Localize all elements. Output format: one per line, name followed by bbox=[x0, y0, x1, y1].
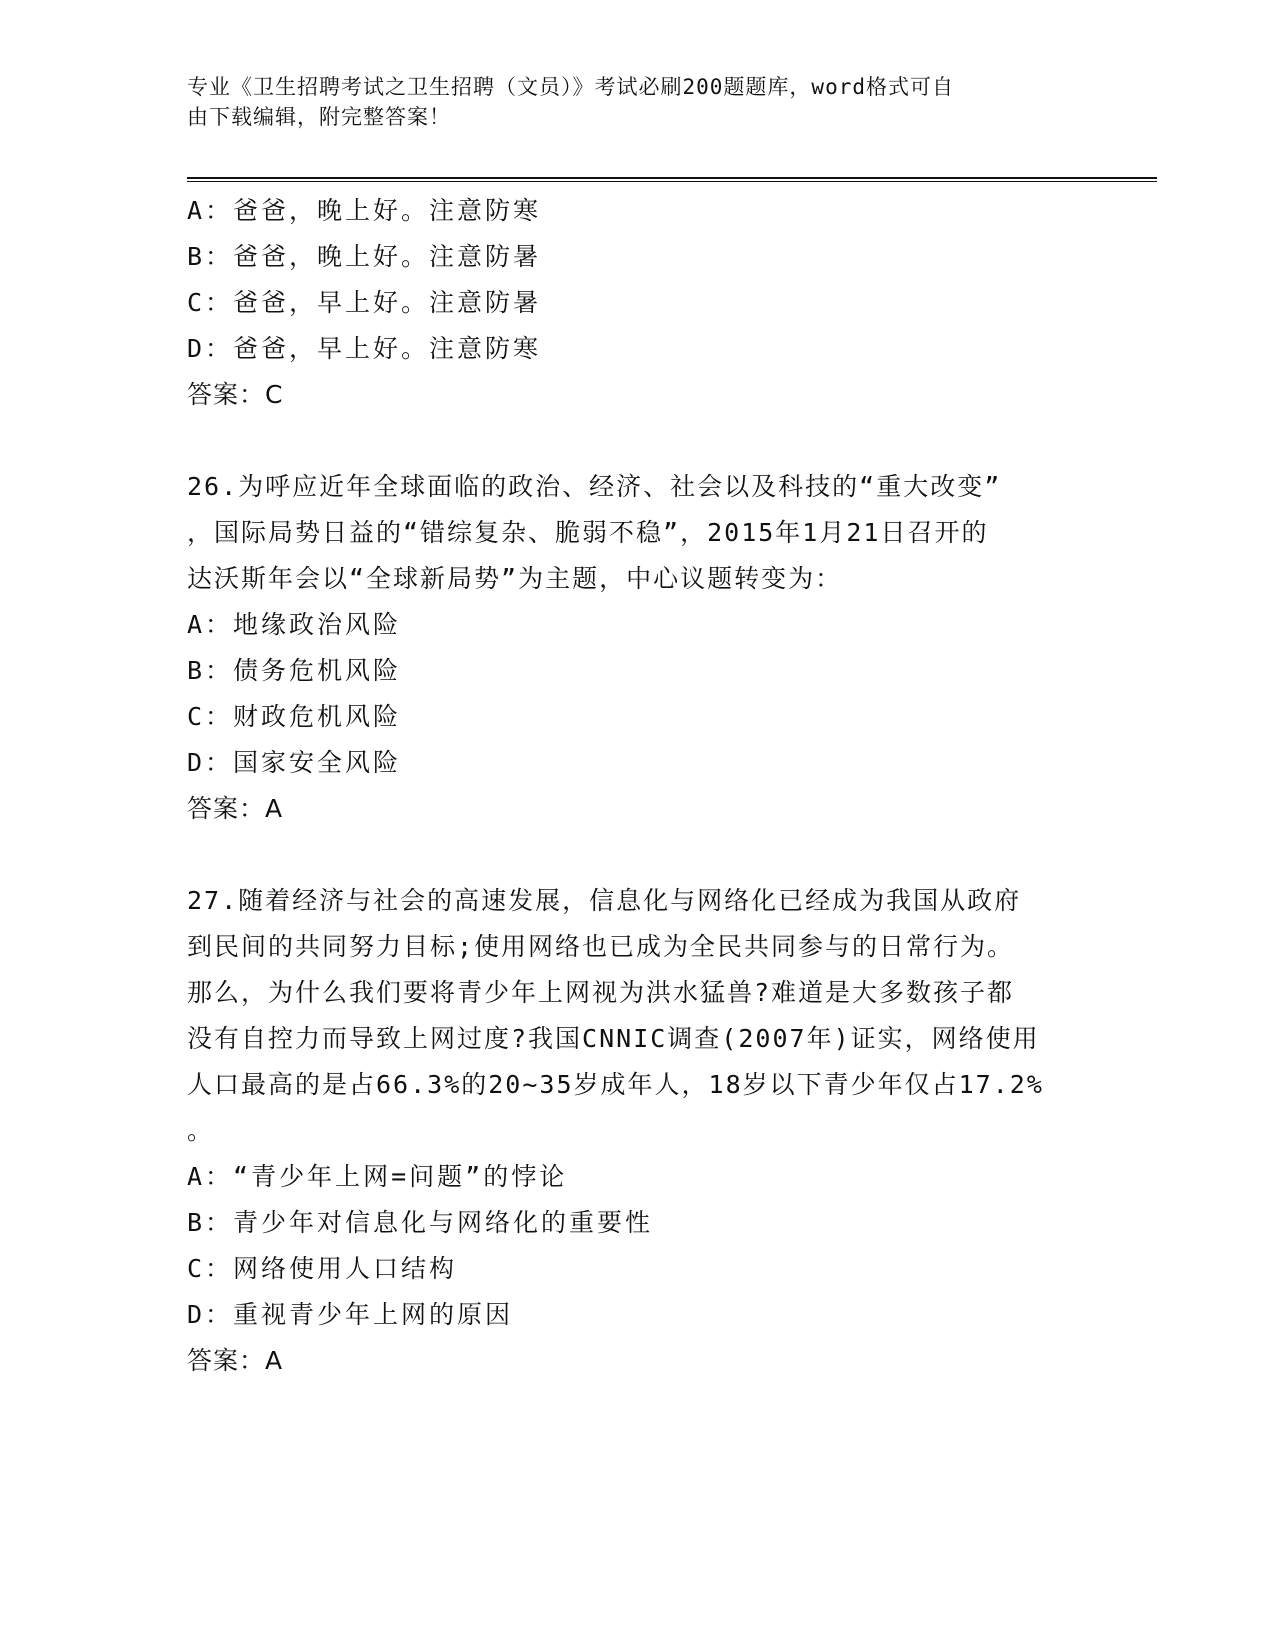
option-c: C：爸爸，早上好。注意防暑 bbox=[187, 288, 542, 317]
question-stem-line: 27.随着经济与社会的高速发展，信息化与网络化已经成为我国从政府 bbox=[187, 886, 1022, 915]
option-a: A：爸爸，晚上好。注意防寒 bbox=[187, 196, 542, 225]
option-b: B：债务危机风险 bbox=[187, 656, 402, 685]
option-c: C：财政危机风险 bbox=[187, 702, 402, 731]
document-header bbox=[187, 72, 1067, 132]
option-a: A：“青少年上网=问题”的悖论 bbox=[187, 1162, 568, 1191]
answer-line: 答案：A bbox=[187, 1346, 284, 1375]
question-stem-line: 那么，为什么我们要将青少年上网视为洪水猛兽?难道是大多数孩子都 bbox=[187, 978, 1015, 1007]
question-stem-line: 达沃斯年会以“全球新局势”为主题，中心议题转变为： bbox=[187, 564, 843, 593]
option-c: C：网络使用人口结构 bbox=[187, 1254, 458, 1283]
option-d: D：爸爸，早上好。注意防寒 bbox=[187, 334, 542, 363]
spacer bbox=[187, 418, 1087, 464]
answer-line: 答案：C bbox=[187, 380, 284, 409]
question-25 bbox=[187, 188, 1087, 418]
document-body bbox=[187, 188, 1087, 1384]
question-26 bbox=[187, 464, 1087, 832]
question-stem-line: 没有自控力而导致上网过度?我国CNNIC调查(2007年)证实，网络使用 bbox=[187, 1024, 1040, 1053]
question-stem-line: 。 bbox=[187, 1116, 215, 1145]
option-b: B：爸爸，晚上好。注意防暑 bbox=[187, 242, 542, 271]
header-line-1: 专业《卫生招聘考试之卫生招聘（文员）》考试必刷200题题库，word格式可自 bbox=[187, 75, 954, 99]
question-stem-line: 到民间的共同努力目标;使用网络也已成为全民共同参与的日常行为。 bbox=[187, 932, 1015, 961]
spacer bbox=[187, 832, 1087, 878]
answer-line: 答案：A bbox=[187, 794, 284, 823]
question-stem-line: 人口最高的是占66.3%的20~35岁成年人，18岁以下青少年仅占17.2% bbox=[187, 1070, 1044, 1099]
header-line-2: 由下载编辑，附完整答案！ bbox=[187, 105, 451, 129]
option-a: A：地缘政治风险 bbox=[187, 610, 402, 639]
option-d: D：重视青少年上网的原因 bbox=[187, 1300, 514, 1329]
question-stem-line: ，国际局势日益的“错综复杂、脆弱不稳”，2015年1月21日召开的 bbox=[187, 518, 989, 547]
option-b: B：青少年对信息化与网络化的重要性 bbox=[187, 1208, 654, 1237]
option-d: D：国家安全风险 bbox=[187, 748, 402, 777]
header-divider bbox=[187, 177, 1157, 182]
question-27 bbox=[187, 878, 1087, 1384]
question-stem-line: 26.为呼应近年全球面临的政治、经济、社会以及科技的“重大改变” bbox=[187, 472, 1002, 501]
